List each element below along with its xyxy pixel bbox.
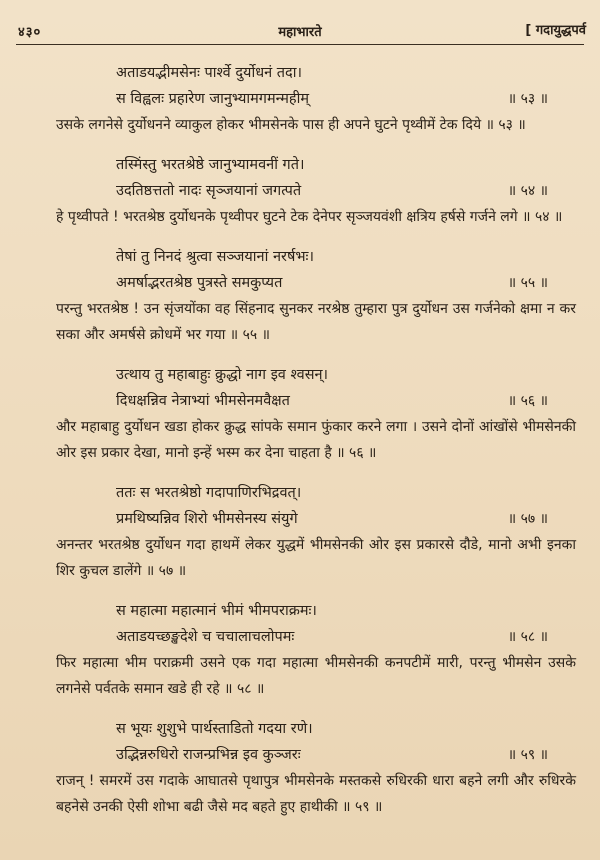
stanza-59 <box>56 716 576 820</box>
translation: राजन् ! समरमें उस गदाके आघातसे पृथापुत्र भीमसेनके मस्तकसे रुधिरकी धारा बहने लगी और रुधिरके बहनेसे उनकी ऐसी शोभा बढी जैसे मद बहते हुए हाथीकी ॥ ५९ ॥ <box>56 773 576 815</box>
stanza-55 <box>56 244 576 348</box>
verse-line <box>56 742 576 768</box>
translation: फिर महात्मा भीम पराक्रमी उसने एक गदा महात्मा भीमसेनकी कनपटीमें मारी, परन्तु भीमसेन उसके लगनेसे पर्वतके समान खडे ही रहे ॥ ५८ ॥ <box>56 655 576 697</box>
verse-line: तस्मिंस्तु भरतश्रेष्ठे जानुभ्यामवनीं गते। <box>116 157 305 173</box>
verse-line: स महात्मा महात्मानं भीमं भीमपराक्रमः। <box>116 603 317 619</box>
translation: अनन्तर भरतश्रेष्ठ दुर्योधन गदा हाथमें लेकर युद्धमें भीमसेनकी ओर इस प्रकारसे दौडे, मानो अभी इनका शिर कुचल डालेंगे ॥ ५७ ॥ <box>56 537 576 579</box>
verse-number: ॥ ५९ ॥ <box>507 747 548 763</box>
stanza-56 <box>56 362 576 466</box>
verse-line <box>56 86 576 112</box>
translation: परन्तु भरतश्रेष्ठ ! उन सृंजयोंका वह सिंहनाद सुनकर नरश्रेष्ठ तुम्हारा पुत्र दुर्योधन उस गर्जनेको क्षमा न कर सका और अमर्षसे क्रोधमें भर गया ॥ ५५ ॥ <box>56 301 576 343</box>
verse-number: ॥ ५७ ॥ <box>507 511 548 527</box>
stanza-57 <box>56 480 576 584</box>
verse-line <box>56 270 576 296</box>
verse-number: ॥ ५४ ॥ <box>507 183 548 199</box>
verse-text: उद्भिन्नरुधिरो राजन्प्रभिन्न इव कुञ्जरः <box>116 747 301 763</box>
page-header <box>0 14 600 44</box>
verse-text: प्रमथिष्यन्निव शिरो भीमसेनस्य संयुगे <box>116 511 298 527</box>
verse-text: अताडयच्छङ्खदेशे च चचालाचलोपमः <box>116 629 295 645</box>
verse-line <box>56 178 576 204</box>
translation: और महाबाहु दुर्योधन खडा होकर क्रुद्ध सांपके समान फुंकार करने लगा । उसने दोनों आंखोंसे भीमसेनकी ओर इस प्रकार देखा, मानो इन्हें भस्म कर देना चाहता है ॥ ५६ ॥ <box>56 419 576 461</box>
text-body <box>56 60 576 834</box>
verse-text: अमर्षाद्भरतश्रेष्ठ पुत्रस्ते समकुप्यत <box>116 275 283 291</box>
page-number: ४३० <box>18 25 42 40</box>
running-title: महाभारते <box>278 25 322 40</box>
verse-line: उत्थाय तु महाबाहुः क्रुद्धो नाग इव श्वसन्। <box>116 367 329 383</box>
translation: उसके लगनेसे दुर्योधनने व्याकुल होकर भीमसेनके पास ही अपने घुटने पृथ्वीमें टेक दिये ॥ ५३ ॥ <box>56 117 526 133</box>
verse-line: ततः स भरतश्रेष्ठो गदापाणिरभिद्रवत्। <box>116 485 302 501</box>
verse-number: ॥ ५५ ॥ <box>507 275 548 291</box>
verse-number: ॥ ५६ ॥ <box>507 393 548 409</box>
verse-line: अताडयद्भीमसेनः पार्श्वे दुर्योधनं तदा। <box>116 65 302 81</box>
verse-text: स विह्वलः प्रहारेण जानुभ्यामगमन्महीम् <box>116 91 310 107</box>
verse-line: स भूयः शुशुभे पार्थस्ताडितो गदया रणे। <box>116 721 313 737</box>
section-title: [ गदायुद्धपर्व <box>525 23 586 38</box>
header-rule <box>16 44 584 45</box>
verse-text: उदतिष्ठत्ततो नादः सृञ्जयानां जगत्पते <box>116 183 302 199</box>
stanza-54 <box>56 152 576 230</box>
verse-line <box>56 388 576 414</box>
verse-text: दिधक्षन्निव नेत्राभ्यां भीमसेनमवैक्षत <box>116 393 290 409</box>
translation: हे पृथ्वीपते ! भरतश्रेष्ठ दुर्योधनके पृथ्वीपर घुटने टेक देनेपर सृञ्जयवंशी क्षत्रिय हर्षसे गर्जने लगे ॥ ५४ ॥ <box>56 209 563 225</box>
verse-line <box>56 624 576 650</box>
verse-line: तेषां तु निनदं श्रुत्वा सञ्जयानां नरर्षभः। <box>116 249 314 265</box>
stanza-58 <box>56 598 576 702</box>
verse-line <box>56 506 576 532</box>
verse-number: ॥ ५३ ॥ <box>507 91 548 107</box>
stanza-53 <box>56 60 576 138</box>
verse-number: ॥ ५८ ॥ <box>507 629 548 645</box>
